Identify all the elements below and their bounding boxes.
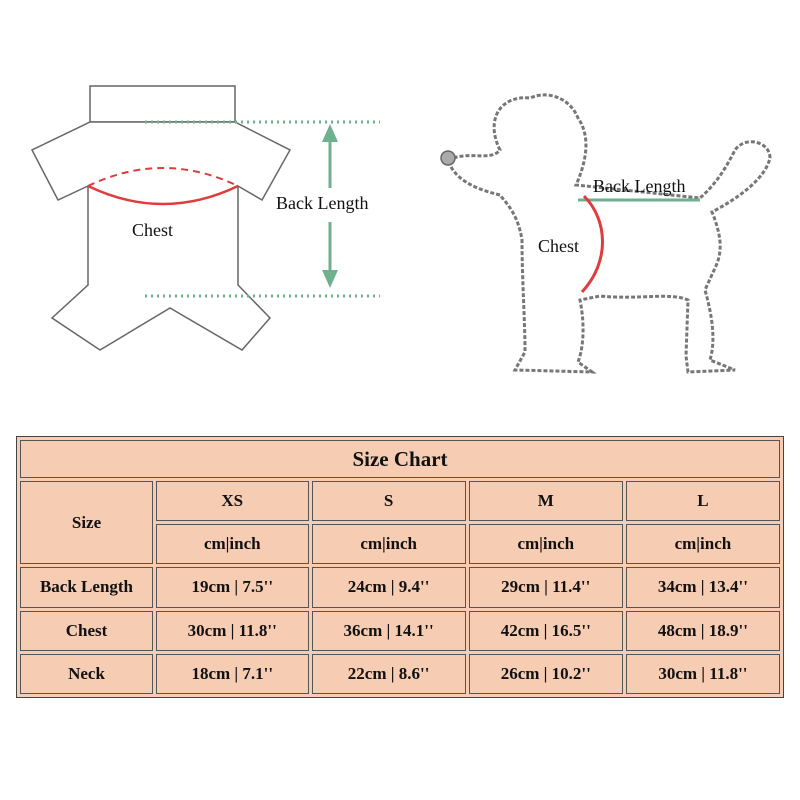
table-cell: 29cm | 11.4'': [469, 567, 623, 607]
row-label-chest: Chest: [20, 611, 153, 651]
size-chart-table: [16, 436, 784, 698]
dog-chest-line: [582, 196, 603, 292]
dog-nose: [441, 151, 455, 165]
unit-m: cm|inch: [469, 524, 623, 564]
row-label-back-length: Back Length: [20, 567, 153, 607]
dog-back-length-label: Back Length: [593, 176, 686, 196]
table-row: [20, 611, 780, 651]
shirt-illustration: [32, 86, 290, 350]
table-cell: 36cm | 14.1'': [312, 611, 466, 651]
table-cell: 30cm | 11.8'': [626, 654, 780, 694]
shirt-collar: [90, 86, 235, 122]
table-cell: 30cm | 11.8'': [156, 611, 309, 651]
table-cell: 34cm | 13.4'': [626, 567, 780, 607]
table-cell: 22cm | 8.6'': [312, 654, 466, 694]
unit-xs: cm|inch: [156, 524, 309, 564]
dog-illustration: [448, 95, 770, 372]
size-header: Size: [20, 481, 153, 564]
size-chart-title: Size Chart: [20, 440, 780, 478]
size-name-s: S: [312, 481, 466, 521]
table-row: [20, 567, 780, 607]
table-cell: 42cm | 16.5'': [469, 611, 623, 651]
unit-l: cm|inch: [626, 524, 780, 564]
dog-chest-label: Chest: [538, 236, 580, 256]
size-chart: [16, 436, 784, 698]
size-name-l: L: [626, 481, 780, 521]
table-cell: 48cm | 18.9'': [626, 611, 780, 651]
row-label-neck: Neck: [20, 654, 153, 694]
table-cell: 24cm | 9.4'': [312, 567, 466, 607]
size-chart-title-row: [20, 440, 780, 478]
shirt-back-length-label: Back Length: [276, 193, 369, 213]
table-row: [20, 654, 780, 694]
size-name-xs: XS: [156, 481, 309, 521]
size-header-row: [20, 481, 780, 521]
unit-s: cm|inch: [312, 524, 466, 564]
shirt-chest-label: Chest: [132, 220, 174, 240]
table-cell: 18cm | 7.1'': [156, 654, 309, 694]
size-name-m: M: [469, 481, 623, 521]
table-cell: 26cm | 10.2'': [469, 654, 623, 694]
table-cell: 19cm | 7.5'': [156, 567, 309, 607]
